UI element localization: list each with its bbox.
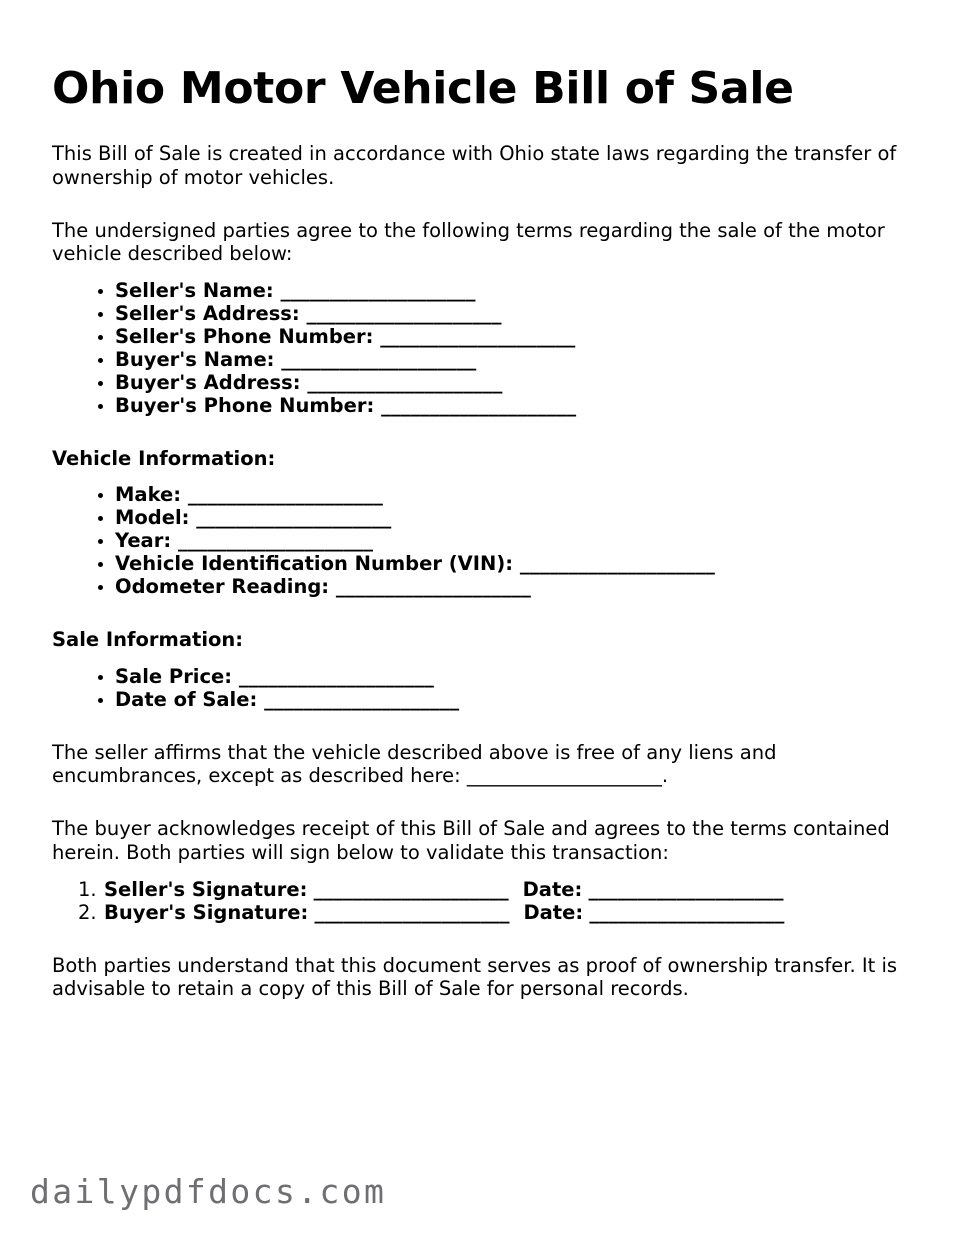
list-item: [98, 575, 905, 598]
list-item: [98, 506, 905, 529]
field-blank[interactable]: ____________________: [307, 370, 503, 394]
signature-blank[interactable]: ____________________: [313, 878, 509, 902]
field-blank[interactable]: ____________________: [380, 324, 576, 348]
list-item: [98, 325, 905, 348]
signature-blank[interactable]: ____________________: [314, 901, 510, 925]
terms-paragraph: The undersigned parties agree to the following terms regarding the sale of the motor vehicle described below:: [52, 218, 885, 266]
list-item: [98, 279, 905, 302]
date-blank[interactable]: ____________________: [588, 878, 784, 902]
list-item: [78, 878, 905, 901]
field-blank[interactable]: ____________________: [519, 552, 715, 576]
field-label: Buyer's Name:: [115, 347, 275, 371]
list-item: [98, 688, 905, 711]
field-blank[interactable]: ____________________: [381, 393, 577, 417]
sale-field-list: [52, 665, 905, 711]
field-label: Make:: [115, 483, 182, 507]
date-label: Date:: [523, 901, 584, 925]
vehicle-field-list: [52, 483, 905, 598]
field-blank[interactable]: ____________________: [187, 483, 383, 507]
list-item: [78, 901, 905, 924]
signature-label: Buyer's Signature:: [104, 901, 309, 925]
field-blank[interactable]: ____________________: [238, 664, 434, 688]
field-blank[interactable]: ____________________: [306, 301, 502, 325]
field-blank[interactable]: ____________________: [196, 506, 392, 530]
list-item: [98, 302, 905, 325]
list-item: [98, 483, 905, 506]
field-blank[interactable]: ____________________: [177, 529, 373, 553]
field-label: Sale Price:: [115, 664, 233, 688]
field-blank[interactable]: ____________________: [280, 278, 476, 302]
field-blank[interactable]: ____________________: [281, 347, 477, 371]
list-item: [98, 529, 905, 552]
field-blank[interactable]: ____________________: [264, 687, 460, 711]
field-label: Year:: [115, 529, 172, 553]
list-item: [98, 371, 905, 394]
date-blank[interactable]: ____________________: [589, 901, 785, 925]
field-label: Buyer's Address:: [115, 370, 301, 394]
watermark: dailypdfdocs.com: [30, 1172, 387, 1211]
closing-paragraph: Both parties understand that this document serves as proof of ownership transfer. It is advisable to retain a copy of this Bill of Sale for personal records.: [52, 954, 898, 1001]
liens-paragraph: [52, 741, 905, 788]
liens-text-after: .: [661, 763, 669, 787]
acknowledgement-paragraph: The buyer acknowledges receipt of this Bill of Sale and agrees to the terms contained herein. Both parties will sign below to validate this transaction:: [52, 817, 890, 864]
field-label: Odometer Reading:: [115, 575, 330, 599]
liens-blank[interactable]: ____________________: [466, 763, 662, 787]
intro-paragraph: This Bill of Sale is created in accordance with Ohio state laws regarding the transfer of ownership of motor vehicles.: [52, 142, 897, 189]
list-item: [98, 394, 905, 417]
field-label: Buyer's Phone Number:: [115, 393, 375, 417]
list-item: [98, 552, 905, 575]
field-label: Date of Sale:: [115, 687, 258, 711]
field-label: Seller's Address:: [115, 301, 300, 325]
field-blank[interactable]: ____________________: [335, 575, 531, 599]
party-field-list: [52, 279, 905, 417]
signature-list: [52, 878, 905, 924]
liens-text-before: The seller affirms that the vehicle described above is free of any liens and encumbrances, except as described here:: [52, 740, 777, 787]
list-item: [98, 348, 905, 371]
field-label: Vehicle Identification Number (VIN):: [115, 552, 514, 576]
field-label: Seller's Name:: [115, 278, 274, 302]
signature-label: Seller's Signature:: [104, 878, 308, 902]
field-label: Model:: [115, 506, 190, 530]
page-title: Ohio Motor Vehicle Bill of Sale: [52, 63, 794, 114]
list-item: [98, 665, 905, 688]
sale-information-heading: Sale Information:: [52, 628, 244, 652]
vehicle-information-heading: Vehicle Information:: [52, 446, 276, 470]
field-label: Seller's Phone Number:: [115, 324, 374, 348]
date-label: Date:: [522, 878, 583, 902]
